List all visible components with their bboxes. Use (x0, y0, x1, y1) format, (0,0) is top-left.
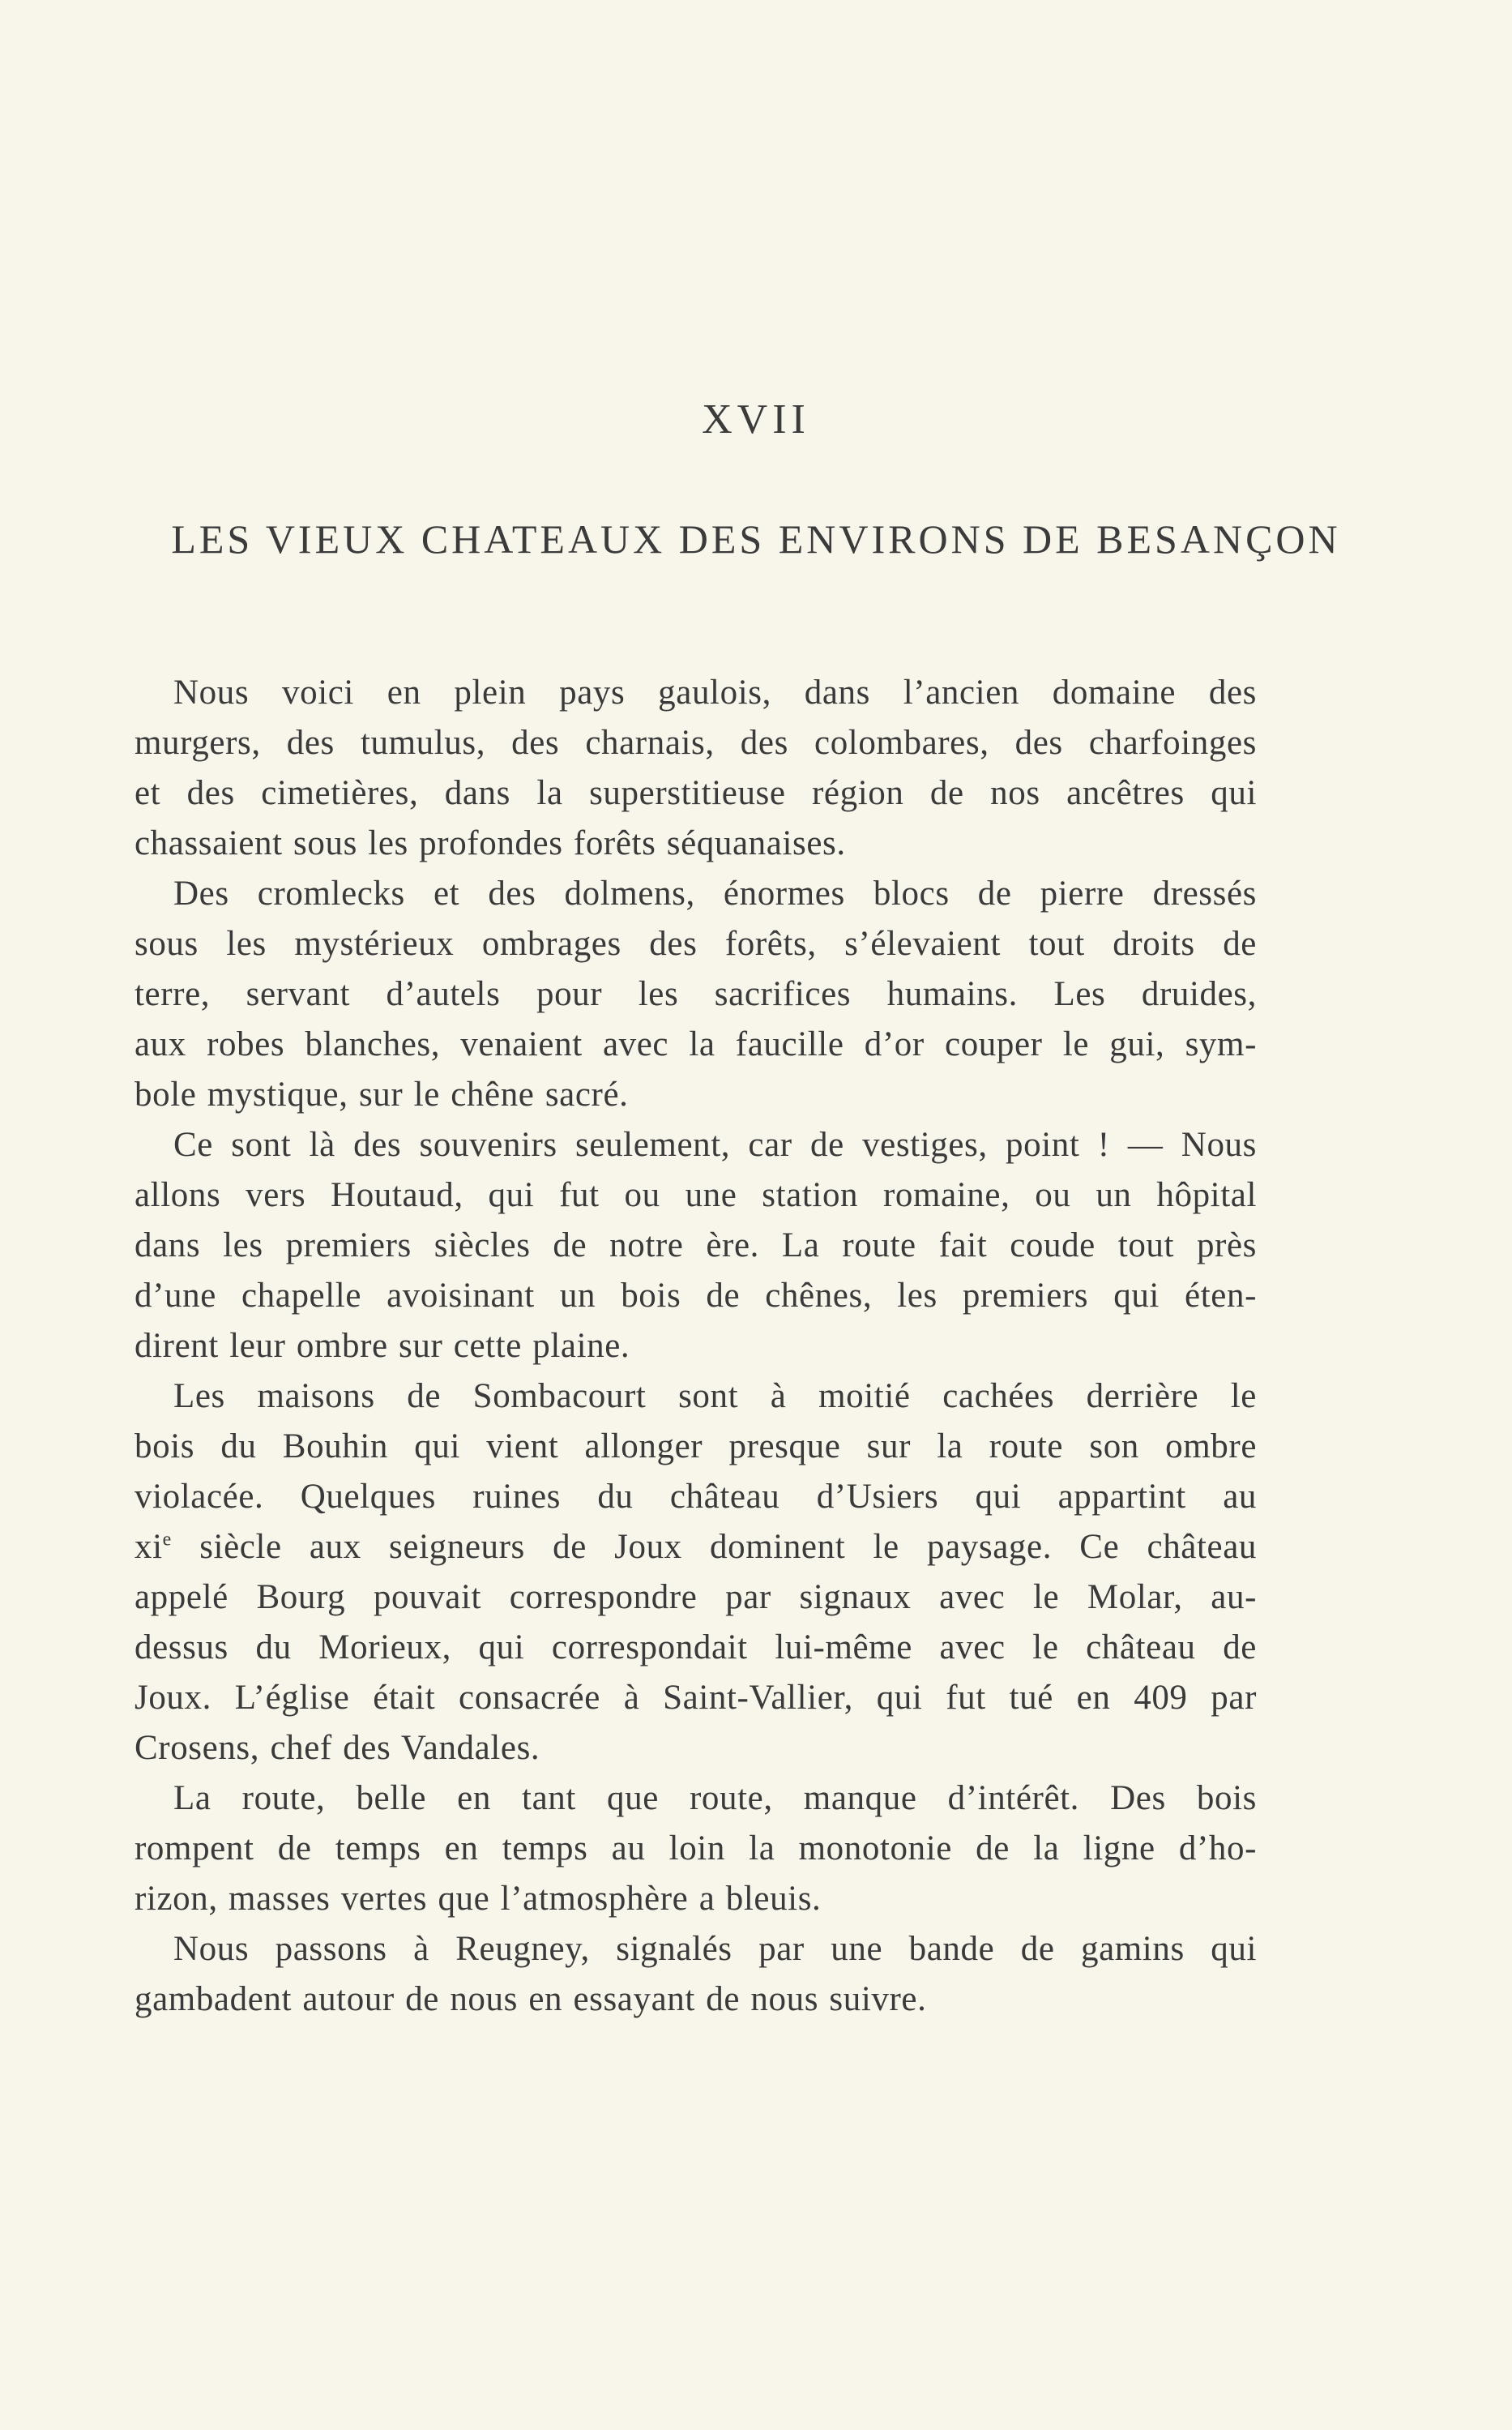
line-text: Des cromlecks et des dolmens, énormes blocs de pierre dressés (173, 875, 1257, 913)
line-text: Crosens, chef des Vandales. (135, 1729, 540, 1767)
text-line (135, 1522, 1257, 1572)
line-text: et des cimetières, dans la superstitieuse région de nos ancêtres qui (135, 774, 1257, 812)
text-line (135, 1472, 1257, 1522)
line-text: La route, belle en tant que route, manque d’intérêt. Des bois (173, 1779, 1257, 1817)
text-line (135, 1824, 1257, 1874)
text-line (135, 768, 1257, 819)
line-text: terre, servant d’autels pour les sacrifices humains. Les druides, (135, 975, 1257, 1013)
text-line (135, 1371, 1257, 1422)
text-line (135, 919, 1257, 969)
text-line (135, 718, 1257, 768)
line-text: Nous voici en plein pays gaulois, dans l’ancien domaine des (173, 674, 1257, 712)
line-text: Nous passons à Reugney, signalés par une bande de gamins qui (173, 1930, 1257, 1968)
line-text: chassaient sous les profondes forêts séquanaises. (135, 824, 846, 862)
text-line (135, 1924, 1257, 1974)
line-text: violacée. Quelques ruines du château d’Usiers qui appartint au (135, 1478, 1257, 1516)
text-line (135, 819, 1257, 869)
text-line (135, 1974, 1257, 2025)
line-text: allons vers Houtaud, qui fut ou une station romaine, ou un hôpital (135, 1176, 1257, 1214)
line-text: bole mystique, sur le chêne sacré. (135, 1076, 629, 1114)
text-line (135, 1723, 1257, 1773)
line-text: Ce sont là des souvenirs seulement, car de vestiges, point ! — Nous (173, 1126, 1257, 1164)
line-text: d’une chapelle avoisinant un bois de chênes, les premiers qui éten- (135, 1277, 1257, 1315)
line-text: dessus du Morieux, qui correspondait lui-même avec le château de (135, 1628, 1257, 1666)
line-text: siècle aux seigneurs de Joux dominent le paysage. Ce château (199, 1528, 1257, 1566)
text-line (135, 1221, 1257, 1271)
chapter-title: LES VIEUX CHATEAUX DES ENVIRONS DE BESANÇON (171, 516, 1341, 562)
line-text: aux robes blanches, venaient avec la faucille d’or couper le gui, sym- (135, 1025, 1257, 1063)
text-line (135, 869, 1257, 919)
text-line (135, 1170, 1257, 1221)
text-line (135, 1070, 1257, 1120)
line-text: Joux. L’église était consacrée à Saint-Vallier, qui fut tué en 409 par (135, 1679, 1257, 1717)
text-line (135, 969, 1257, 1020)
text-line (135, 1623, 1257, 1673)
line-text: murgers, des tumulus, des charnais, des colombares, des charfoinges (135, 724, 1257, 762)
text-line (135, 1773, 1257, 1824)
century-numeral: xi (135, 1528, 163, 1566)
line-text: rizon, masses vertes que l’atmosphère a bleuis. (135, 1880, 822, 1918)
line-text: sous les mystérieux ombrages des forêts, s’élevaient tout droits de (135, 925, 1257, 963)
text-line (135, 1673, 1257, 1723)
text-line (135, 1020, 1257, 1070)
line-text: dirent leur ombre sur cette plaine. (135, 1327, 630, 1365)
text-line (135, 1321, 1257, 1371)
line-text: rompent de temps en temps au loin la monotonie de la ligne d’ho- (135, 1829, 1257, 1867)
line-text: Les maisons de Sombacourt sont à moitié cachées derrière le (173, 1377, 1257, 1415)
line-text: gambadent autour de nous en essayant de nous suivre. (135, 1980, 927, 2018)
text-line (135, 1874, 1257, 1924)
text-line (135, 1422, 1257, 1472)
text-line (135, 1120, 1257, 1170)
chapter-number: XVII (702, 396, 810, 443)
text-line (135, 668, 1257, 718)
line-text: dans les premiers siècles de notre ère. La route fait coude tout près (135, 1226, 1257, 1264)
text-line (135, 1271, 1257, 1321)
line-text: appelé Bourg pouvait correspondre par signaux avec le Molar, au- (135, 1578, 1257, 1616)
ordinal-superscript: e (162, 1529, 172, 1551)
line-text: bois du Bouhin qui vient allonger presque sur la route son ombre (135, 1427, 1257, 1465)
body-text (135, 668, 1257, 2025)
text-line (135, 1572, 1257, 1623)
